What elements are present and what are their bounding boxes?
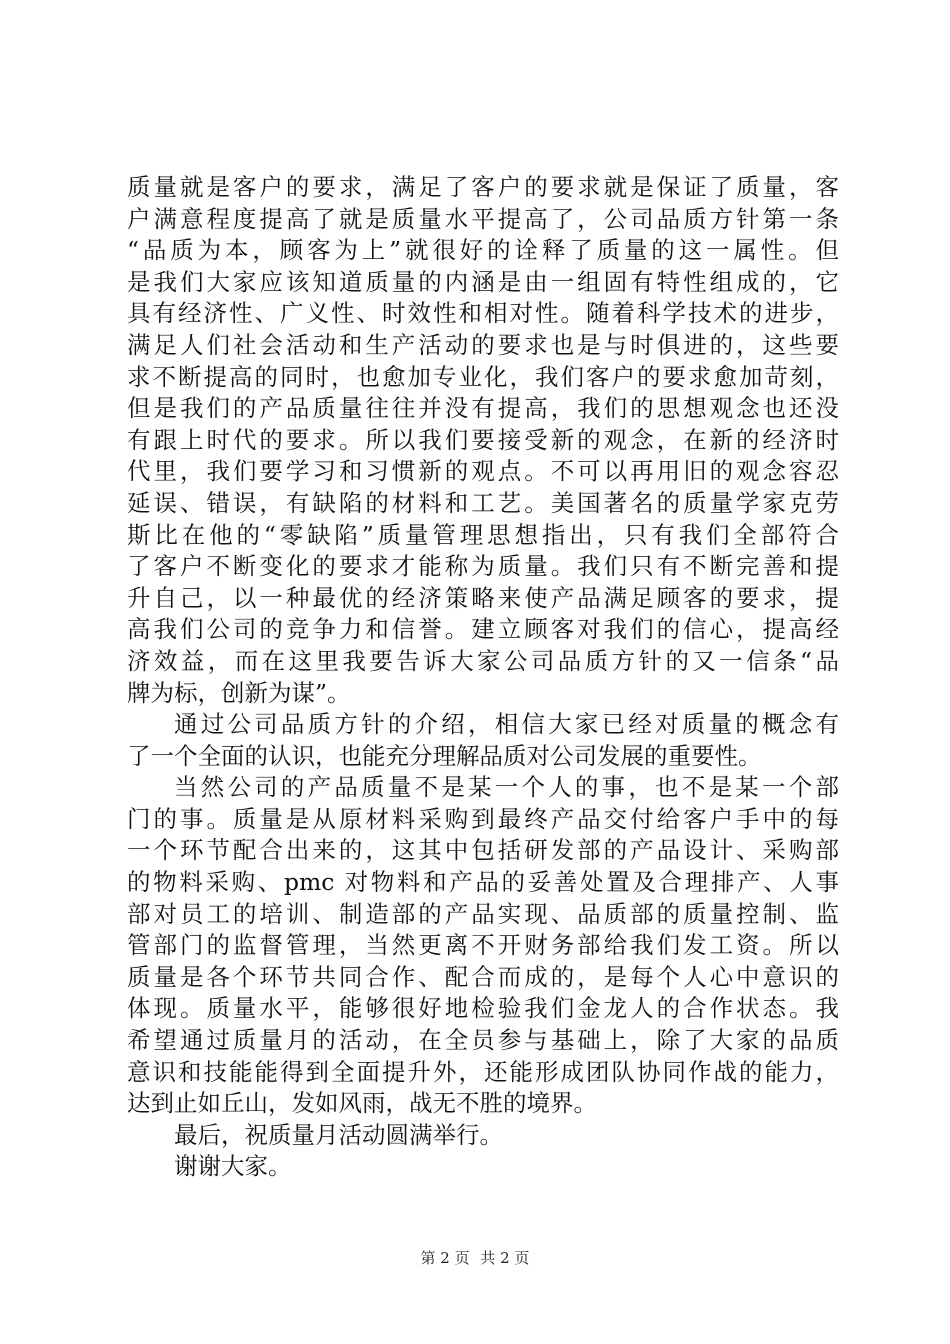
text-line: 希望通过质量月的活动，在全员参与基础上，除了大家的品质 bbox=[127, 1026, 839, 1055]
text-line: 一个环节配合出来的，这其中包括研发部的产品设计、采购部 bbox=[127, 836, 839, 865]
text-line: 达到止如丘山，发如风雨，战无不胜的境界。 bbox=[127, 1089, 597, 1118]
text-line: 牌为标，创新为谋”。 bbox=[127, 678, 351, 707]
text-line: 质量是各个环节共同合作、配合而成的，是每个人心中意识的 bbox=[127, 962, 839, 991]
text-line: 斯比在他的“零缺陷”质量管理思想指出，只有我们全部符合 bbox=[127, 520, 839, 549]
text-line: 求不断提高的同时，也愈加专业化，我们客户的要求愈加苛刻， bbox=[127, 362, 839, 391]
text-line: 质量就是客户的要求，满足了客户的要求就是保证了质量，客 bbox=[127, 173, 839, 201]
text-line: 部对员工的培训、制造部的产品实现、品质部的质量控制、监 bbox=[127, 899, 839, 928]
text-line: 高我们公司的竞争力和信誉。建立顾客对我们的信心，提高经 bbox=[127, 615, 839, 644]
text-line: 是我们大家应该知道质量的内涵是由一组固有特性组成的，它 bbox=[127, 267, 839, 296]
text-line: 代里，我们要学习和习惯新的观点。不可以再用旧的观念容忍 bbox=[127, 457, 839, 486]
text-line: 体现。质量水平，能够很好地检验我们金龙人的合作状态。我 bbox=[127, 994, 839, 1023]
text-line: “品质为本，顾客为上”就很好的诠释了质量的这一属性。但 bbox=[127, 236, 839, 265]
text-line: 升自己，以一种最优的经济策略来使产品满足顾客的要求，提 bbox=[127, 583, 839, 612]
text-line: 谢谢大家。 bbox=[174, 1152, 292, 1181]
text-line: 延误、错误，有缺陷的材料和工艺。美国著名的质量学家克劳 bbox=[127, 488, 839, 517]
text-line: 管部门的监督管理，当然更离不开财务部给我们发工资。所以 bbox=[127, 931, 839, 960]
page-number-total: 共 2 页 bbox=[480, 1249, 530, 1267]
text-line: 济效益，而在这里我要告诉大家公司品质方针的又一信条“品 bbox=[127, 646, 839, 675]
page-footer bbox=[0, 1248, 950, 1268]
text-line: 具有经济性、广义性、时效性和相对性。随着科学技术的进步， bbox=[127, 299, 839, 328]
text-line: 但是我们的产品质量往往并没有提高，我们的思想观念也还没 bbox=[127, 394, 839, 423]
text-line: 满足人们社会活动和生产活动的要求也是与时俱进的，这些要 bbox=[127, 330, 839, 359]
text-line: 当然公司的产品质量不是某一个人的事，也不是某一个部 bbox=[174, 773, 839, 802]
text-line: 意识和技能能得到全面提升外，还能形成团队协同作战的能力， bbox=[127, 1057, 839, 1086]
text-line: 最后，祝质量月活动圆满举行。 bbox=[174, 1120, 503, 1149]
text-line: 门的事。质量是从原材料采购到最终产品交付给客户手中的每 bbox=[127, 804, 839, 833]
page-number-current: 第 2 页 bbox=[420, 1249, 470, 1267]
text-line: 户满意程度提高了就是质量水平提高了，公司品质方针第一条 bbox=[127, 204, 839, 233]
text-line: 的物料采购、pmc 对物料和产品的妥善处置及合理排产、人事 bbox=[127, 868, 839, 897]
text-line: 有跟上时代的要求。所以我们要接受新的观念，在新的经济时 bbox=[127, 425, 839, 454]
document-body bbox=[127, 172, 839, 1183]
text-line: 通过公司品质方针的介绍，相信大家已经对质量的概念有 bbox=[174, 710, 839, 739]
text-line: 了客户不断变化的要求才能称为质量。我们只有不断完善和提 bbox=[127, 552, 839, 581]
text-line: 了一个全面的认识，也能充分理解品质对公司发展的重要性。 bbox=[127, 741, 762, 770]
